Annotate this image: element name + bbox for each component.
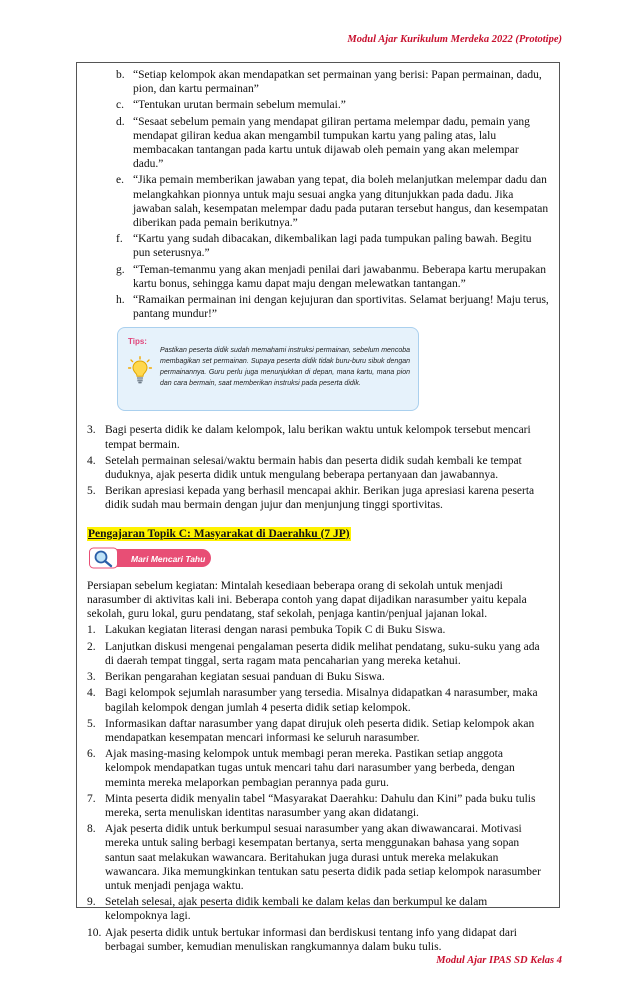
list-item: 1. Lakukan kegiatan literasi dengan narasi pembuka Topik C di Buku Siswa. [87,624,446,637]
list-item: 6. Ajak masing-masing kelompok untuk membagi peran mereka. Pastikan setiap anggota kelompok mendapatkan tugas untuk mencari tahu dari narasumber yang berbeda, dengan meminta mereka melaporkan pembagian perannya pada guru. [87,748,515,789]
list-item: 5. Informasikan daftar narasumber yang dapat dirujuk oleh peserta didik. Setiap kelompok akan mendapatkan kesempatan mencari informasi ke seluruh narasumber. [87,717,535,744]
list-item: 8. Ajak peserta didik untuk berkumpul sesuai narasumber yang akan diwawancarai. Motivasi mereka untuk saling berbagi kesempatan bertanya, serta menggunakan bahasa yang sopan santun saat melakukan wawancara. Beritahukan juga durasi untuk mereka melakukan wawancara. Jika memungkinkan tentukan satu peserta didik pada setiap kelompok narasumber untuk menjadi penjaga waktu. [87,823,541,892]
steps-list-b [87,623,549,953]
tips-box [117,327,419,411]
page-content [87,68,549,956]
list-item: 3. Berikan pengarahan kegiatan sesuai panduan di Buku Siswa. [87,671,385,684]
list-item: 10. Ajak peserta didik untuk bertukar informasi dan berdiskusi tentang info yang didapat dari berbagai sumber, kemudian menuliskan rangkumannya dalam buku tulis. [87,926,517,953]
magnifier-icon [89,547,119,569]
tips-text: Pastikan peserta didik sudah memahami instruksi permainan, sebelum mencoba membagikan set permainan. Supaya peserta didik tidak buru-buru sibuk dengan permainannya. Guru perlu juga menunjukkan di depan, mana kartu, mana pion dan cara bermain, saat memberikan instruksi pada peserta didik. [160,347,410,388]
game-rules-list [87,68,549,321]
running-header: Modul Ajar Kurikulum Merdeka 2022 (Prototipe) [347,34,562,45]
list-item: 4. Bagi kelompok sejumlah narasumber yang tersedia. Misalnya didapatkan 4 narasumber, maka bagilah kelompok dengan jumlah 4 peserta didik setiap kelompok. [87,687,538,714]
list-item: c. “Tentukan urutan bermain sebelum memulai.” [116,99,346,112]
steps-list-a [87,423,549,512]
running-footer: Modul Ajar IPAS SD Kelas 4 [436,955,562,966]
list-item: 2. Lanjutkan diskusi mengenai pengalaman peserta didik melihat pendatang, suku-suku yang ada di daerah tempat tinggal, serta ragam mata pencaharian yang mereka ketahui. [87,640,540,667]
list-item: 9. Setelah selesai, ajak peserta didik kembali ke dalam kelas dan berkumpul ke dalam kelompoknya lagi. [87,896,488,923]
intro-paragraph: Persiapan sebelum kegiatan: Mintalah kesediaan beberapa orang di sekolah untuk menjadi narasumber di aktivitas kali ini. Beberapa contoh yang dapat dijadikan narasumber yaitu kepala sekolah, guru lokal, guru pendatang, staf sekolah, penjaga kantin/penjual jajanan lokal. [87,579,527,621]
list-item: d. “Sesaat sebelum pemain yang mendapat giliran pertama melempar dadu, pemain yang mendapat giliran kedua akan mengambil tumpukan kartu yang paling atas, lalu membacakan tantangan pada kartu untuk dijawab oleh pemain yang akan melempar dadu.” [116,115,530,171]
list-item: f. “Kartu yang sudah dibacakan, dikembalikan lagi pada tumpukan paling bawah. Begitu pun seterusnya.” [116,233,532,260]
section-title: Pengajaran Topik C: Masyarakat di Daerahku (7 JP) [88,527,350,540]
list-item: b. “Setiap kelompok akan mendapatkan set permainan yang berisi: Papan permainan, dadu, pion, dan kartu permainan” [116,69,542,96]
mari-mencari-tahu-badge [89,547,213,569]
tips-title: Tips: [128,337,147,347]
lightbulb-icon [128,356,152,386]
list-item: h. “Ramaikan permainan ini dengan kejujuran dan sportivitas. Selamat berjuang! Maju terus, pantang mundur!” [116,294,549,321]
list-item: 5. Berikan apresiasi kepada yang berhasil mencapai akhir. Berikan juga apresiasi karena peserta didik sudah mau bermain dengan jujur dan menjunjung tinggi sportivitas. [87,485,535,512]
list-item: 3. Bagi peserta didik ke dalam kelompok, lalu berikan waktu untuk kelompok tersebut mencari tempat bermain. [87,424,531,451]
list-item: e. “Jika pemain memberikan jawaban yang tepat, dia boleh melanjutkan melempar dadu dan melangkahkan pionnya untuk maju sesuai angka yang ditunjukkan pada dadu. Jika jawaban salah, kesempatan melempar dadu pada putaran tersebut hangus, dan kesempatan diberikan pada pemain berikutnya.” [116,174,549,230]
list-item: 7. Minta peserta didik menyalin tabel “Masyarakat Daerahku: Dahulu dan Kini” pada buku tulis mereka, serta menuliskan identitas narasumber yang akan didatangi. [87,792,536,819]
list-item: 4. Setelah permainan selesai/waktu bermain habis dan peserta didik sudah kembali ke tempat duduknya, ajak peserta didik untuk mengulang beberapa pertanyaan dan jawabannya. [87,454,522,482]
list-item: g. “Teman-temanmu yang akan menjadi penilai dari jawabanmu. Beberapa kartu merupakan kartu bonus, sehingga kamu dapat maju dengan melewatkan tantangan.” [116,263,547,290]
badge-label: Mari Mencari Tahu [131,553,206,564]
